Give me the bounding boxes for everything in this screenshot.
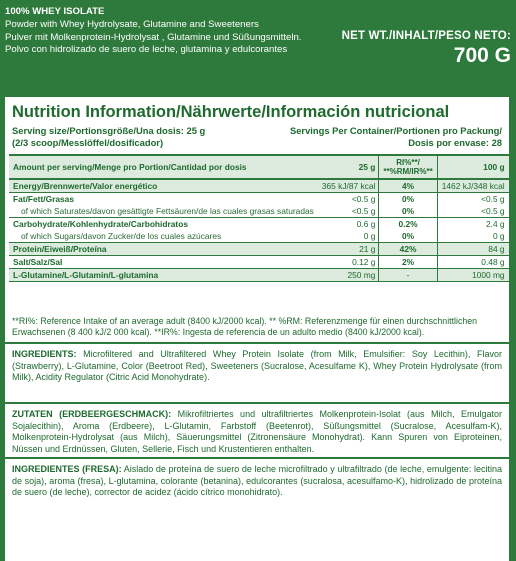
row-label: Energy/Brennwerte/Valor energético [9,179,318,193]
table-row [9,243,509,256]
header-ri-line2: **%RM/IR%** [383,167,433,176]
net-weight-value: 700 G [453,44,511,67]
row-label: Salt/Salz/Sal [9,256,318,269]
header-ri [379,155,437,179]
row-serving: 0 g [318,230,379,243]
nutrition-title: Nutrition Information/Nährwerte/Información nutricional [12,103,450,121]
row-ri: 2% [379,256,437,269]
row-ri: 42% [379,243,437,256]
row-per100: 84 g [437,243,508,256]
servings-per-container-sub: Dosis por envase: 28 [408,136,502,148]
servings-per-container [290,125,502,148]
table-row [9,179,509,193]
ingredients-es-text: Aislado de proteína de suero de leche microfiltrado y ultrafiltrado (de leche, emulgente: lecitina de soja), aroma (fresa), L-glutamina, colorante (betanina), edulcorantes (sucralosa, acesulfamo-K), hidrolizado de proteína de suero (de leche), corrector de acidez (ácido cítrico monohidrato). [12,464,502,498]
row-ri: 0% [379,230,437,243]
product-title: 100% WHEY ISOLATE [5,6,105,17]
net-weight-label: NET WT./INHALT/PESO NETO: [341,30,511,42]
row-per100: 1462 kJ/348 kcal [437,179,508,193]
row-serving: 21 g [318,243,379,256]
serving-size-sub: (2/3 scoop/Messlöffel/dosificador) [12,136,164,148]
row-per100: 0 g [437,230,508,243]
row-ri: - [379,269,437,282]
row-ri: 0% [379,193,437,206]
header-per-serving: 25 g [318,155,379,179]
row-label: L-Glutamine/L-Glutamin/L-glutamina [9,269,318,282]
ingredients-en-label: INGREDIENTS: [12,349,77,359]
divider [5,457,509,459]
row-serving: <0.5 g [318,205,379,218]
row-label: of which Saturates/davon gesättigte Fettsäuren/de las cuales grasas saturadas [9,205,318,218]
header-ri-line1: RI%**/ [396,158,420,167]
table-row [9,256,509,269]
reference-intake-note: **RI%: Reference Intake of an average adult (8400 kJ/2000 kcal). ** %RM: Referenzmenge für einen durchschnittlichen Erwachsenen (8 400 kJ/2 000 kcal). **IR%: Ingesta de referencia de un adulto medio (8400 kJ/2000 kcal). [12,316,478,338]
table-header-row [9,155,509,179]
row-label: Carbohydrate/Kohlenhydrate/Carbohidratos [9,218,318,231]
table-row [9,230,509,243]
row-ri: 4% [379,179,437,193]
nutrition-table [9,154,509,282]
row-label: Fat/Fett/Grasas [9,193,318,206]
ingredients-de [12,409,502,455]
table-row [9,218,509,231]
ingredients-es [12,464,502,499]
table-row [9,269,509,282]
product-description-en: Powder with Whey Hydrolysate, Glutamine and Sweeteners [5,18,259,30]
product-description-es: Polvo con hidrolizado de suero de leche, glutamina y edulcorantes [5,44,288,56]
ingredients-de-text: Mikrofiltriertes und ultrafiltriertes Molkenprotein-Isolat (aus Milch, Emulgator Sojalecithin), Aroma (Erdbeere), L-Glutamin, Farbstoff (Beetenrot), Süßungsmittel (Sucralose, Acesulfam-K), Molkenprotein-Hydrolysat (aus Milch), Säuerungsmittel (Zitronensäure Monohydrat). Kann Spuren von Eiproteinen, Nüssen und Erdnüssen, Gluten, Sellerie, Fisch und Krustentieren enthalten. [12,409,502,454]
product-description-de: Pulver mit Molkenprotein-Hydrolysat , Glutamine und Süßungsmitteln. [5,31,302,43]
row-serving: 250 mg [318,269,379,282]
divider [5,402,509,404]
divider [5,342,509,344]
net-weight [342,30,511,68]
header-per-100: 100 g [437,155,508,179]
row-serving: 0.6 g [318,218,379,231]
nutrition-panel [5,97,509,561]
row-serving: <0.5 g [318,193,379,206]
row-per100: <0.5 g [437,205,508,218]
row-per100: 2.4 g [437,218,508,231]
servings-per-container-text: Servings Per Container/Portionen pro Packung/ [289,125,502,136]
row-ri: 0.2% [379,218,437,231]
row-label: Protein/Eiweiß/Proteína [9,243,318,256]
serving-size [12,125,205,148]
row-ri: 0% [379,205,437,218]
row-serving: 0.12 g [318,256,379,269]
ingredients-en-text: Microfiltered and Ultrafiltered Whey Protein Isolate (from Milk, Emulsifier: Soy Lecithin), Flavor (Strawberry), L-Glutamine, Color (Beetroot Red), Sweeteners (Sucralose, Acesulfame K), Whey Protein Hydrolysate (from Milk), Acidity Regulator (Citric Acid Monohydrate). [12,349,502,383]
row-label: of which Sugars/davon Zucker/de los cuales azúcares [9,230,318,243]
ingredients-es-label: INGREDIENTES (FRESA): [12,464,122,474]
row-per100: 0.48 g [437,256,508,269]
row-serving: 365 kJ/87 kcal [318,179,379,193]
table-row [9,205,509,218]
row-per100: <0.5 g [437,193,508,206]
ingredients-de-label: ZUTATEN (ERDBEERGESCHMACK): [12,409,172,419]
table-row [9,193,509,206]
header-label: Amount per serving/Menge pro Portion/Cantidad por dosis [9,155,318,179]
row-per100: 1000 mg [437,269,508,282]
ingredients-en [12,349,502,384]
serving-size-text: Serving size/Portionsgröße/Una dosis: 25 g [12,125,206,136]
